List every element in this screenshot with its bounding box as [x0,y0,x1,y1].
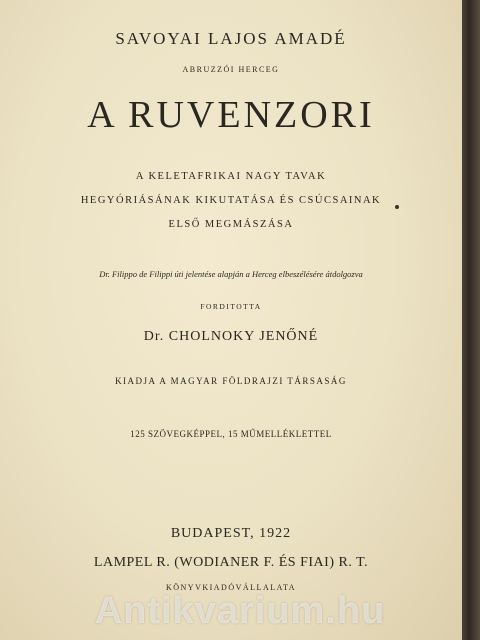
press-imprint: KÖNYVKIADÓVÁLLALATA [165,583,297,592]
place-and-year: BUDAPEST, 1922 [170,526,292,541]
publisher-line: KIADJA A MAGYAR FÖLDRAJZI TÁRSASÁG [115,376,347,386]
author-name: SAVOYAI LAJOS AMADÉ [115,29,347,48]
ink-spot [395,205,399,209]
book-binding-edge [462,0,480,640]
author-title: ABRUZZÓI HERCEG [182,65,280,74]
source-note: Dr. Filippo de Filippi úti jelentése alapján a Herceg elbeszélésére átdolgozva [99,269,363,279]
illustrations-note: 125 SZÖVEGKÉPPEL, 15 MŰMELLÉKLETTEL [130,429,332,439]
subtitle-line-2: HEGYÓRIÁSÁNAK KIKUTATÁSA ÉS CSÚCSAINAK [80,195,382,206]
subtitle-line-3: ELSŐ MEGMÁSZÁSA [168,219,294,230]
press-name: LAMPEL R. (WODIANER F. ÉS FIAI) R. T. [93,555,369,570]
translator-name: Dr. CHOLNOKY JENŐNÉ [143,329,319,344]
site-watermark: Antikvarium.hu [94,590,386,632]
translated-by-label: FORDITOTTA [200,302,262,311]
book-title: A RUVENZORI [87,94,375,136]
subtitle-line-1: A KELETAFRIKAI NAGY TAVAK [135,171,327,182]
